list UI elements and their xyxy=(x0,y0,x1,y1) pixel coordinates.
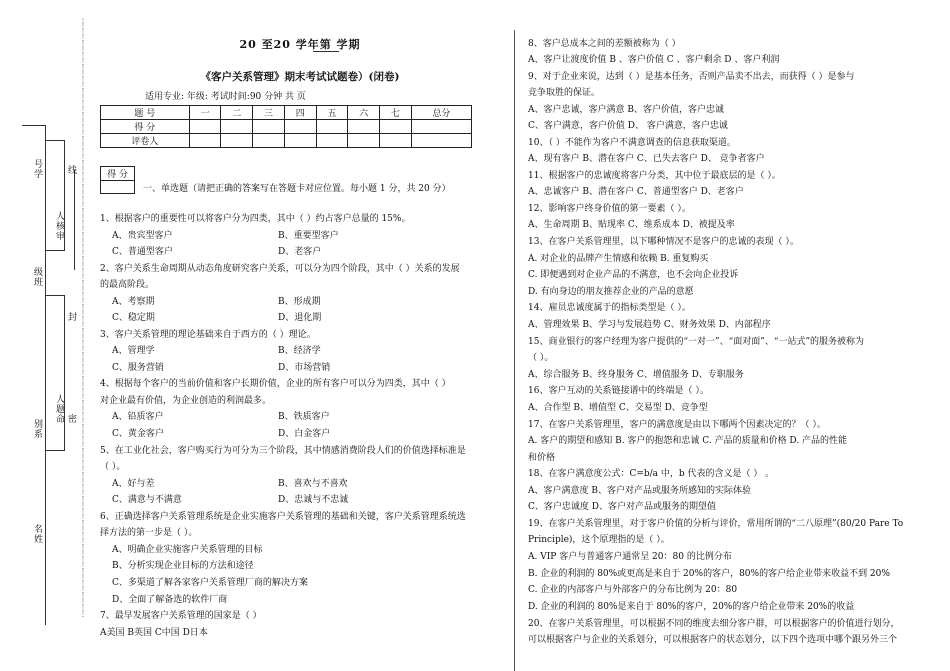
question-8: 8、客户总成本之间的差额被称为（ ） xyxy=(528,39,681,49)
q5-option-d: D、忠诚与不忠诚 xyxy=(278,495,349,505)
question-6: 6、正确选择客户关系管理系统是企业实施客户关系管理的基础和关键，客户关系管理系统选 xyxy=(100,512,466,522)
question-2: 2、客户关系生命周期从动态角度研究客户关系，可以分为四个阶段，其中（ ）关系的发展 xyxy=(100,264,460,274)
q19-option-a: A. VIP 客户与普通客户通常呈 20：80 的比例分布 xyxy=(528,552,732,562)
binding-margin xyxy=(0,0,92,671)
q2-option-b: B、形成期 xyxy=(278,297,321,307)
score-table-grader-row xyxy=(101,134,472,148)
q10-options: A、现有客户 B、潜在客户 C、已失去客户 D、 竞争者客户 xyxy=(528,154,765,164)
binding-hline-1 xyxy=(22,125,46,126)
question-14: 14、雇员忠诚度属于的指标类型是（ ）。 xyxy=(528,303,691,313)
q8-options: A、客户让渡度价值 B 、客户价值 C 、客户剩余 D 、客户利润 xyxy=(528,55,780,65)
q3-option-b: B、经济学 xyxy=(278,346,321,356)
binding-label-secret: 密 xyxy=(67,415,77,425)
q12-options: A、生命周期 B、贴现率 C、维系成本 D、被提及率 xyxy=(528,220,735,230)
binding-line-2 xyxy=(64,295,65,450)
question-3: 3、客户关系管理的理论基础来自于西方的（ ）理论。 xyxy=(100,330,316,340)
question-18: 18、在客户满意度公式：C=b/a 中，b 代表的含义是（ ） 。 xyxy=(528,469,775,479)
question-9-cont: 竞争取胜的保证。 xyxy=(528,88,601,98)
question-1: 1、根据客户的重要性可以将客户分为四类，其中（ ）约占客户总量的 15%。 xyxy=(100,214,411,224)
question-6-cont: 择方法的第一步是（ ）。 xyxy=(100,528,198,538)
q5-option-c: C、满意与不满意 xyxy=(112,495,182,505)
question-20: 20、在客户关系管理里，可以根据不同的维度去细分客户群，可以根据客户的价值进行划分， xyxy=(528,619,900,629)
q16-options: A、合作型 B、增值型 C、交易型 D、竞争型 xyxy=(528,403,708,413)
exam-title: 《客户关系管理》期末考试试题卷）(闭卷) xyxy=(200,71,400,83)
q13-option-c: C. 即便遇到对企业产品的不满意，也不会向企业投诉 xyxy=(528,270,739,280)
question-7: 7、最早发展客户关系管理的国家是（ ） xyxy=(100,611,262,621)
q4-option-a: A、铅质客户 xyxy=(112,412,164,422)
score-table xyxy=(100,105,472,148)
page-divider xyxy=(514,30,515,671)
q4-option-d: D、白金客户 xyxy=(278,429,331,439)
grader-row-label: 评卷人 xyxy=(101,134,190,148)
score-cell: 一 xyxy=(189,106,221,120)
q18-options-cd: C、客户忠诚度 D、客户对产品或服务的期望值 xyxy=(528,502,716,512)
question-5-cont: （ ）。 xyxy=(100,462,126,472)
q17-options: A. 客户的期望和感知 B. 客户的抱怨和忠诚 C. 产品的质量和价格 D. 产品的性能 xyxy=(528,436,848,446)
question-19-cont: Principle)，这个原理指的是（ ）。 xyxy=(528,535,670,545)
binding-line-outer xyxy=(45,125,46,625)
binding-line-3 xyxy=(74,170,75,270)
q6-option-c: C、多渠道了解各家客户关系管理厂商的解决方案 xyxy=(112,578,308,588)
score-table-score-row xyxy=(101,120,472,134)
exam-year-line: 20 至20 学年第 学期 xyxy=(239,38,361,51)
question-15: 15、商业银行的客户经理为客户提供的“一对一”、“面对面”、“一站式”的服务被称为 xyxy=(528,337,865,347)
binding-label-question-setter: 人题命 xyxy=(55,395,65,425)
q15-options: A、综合服务 B、终身服务 C、增值服务 D、专职服务 xyxy=(528,370,744,380)
q19-option-d: D. 企业的利润的 80%是来自于 80%的客户，20%的客户给企业带来 20%的收益 xyxy=(528,602,855,612)
score-cell: 二 xyxy=(221,106,253,120)
binding-hline-4 xyxy=(45,295,65,296)
year-underline xyxy=(313,51,339,52)
q19-option-c: C. 企业的内部客户与外部客户的分布比例为 20：80 xyxy=(528,585,738,595)
q6-option-b: B、分析实现企业目标的方法和途径 xyxy=(112,561,254,571)
q19-option-b: B. 企业的利润的 80%或更高是来自于 20%的客户，80%的客户给企业带来收益不到 20% xyxy=(528,569,890,579)
exam-meta: 适用专业: 年级: 考试时间:90 分钟 共 页 xyxy=(145,92,306,102)
score-cell: 七 xyxy=(380,106,412,120)
question-16: 16、客户互动的关系链接谱中的终端是（ ）。 xyxy=(528,386,709,396)
question-19: 19、在客户关系管理里，对于客户价值的分析与评价，常用所谓的“二八原理”(80/20 Pare To xyxy=(528,519,904,529)
question-5: 5、在工业化社会，客户购买行为可分为三个阶段，其中情感消费阶段人们的价值选择标准是 xyxy=(100,446,466,456)
q4-option-b: B、铁质客户 xyxy=(278,412,330,422)
binding-label-line: 线 xyxy=(67,166,77,176)
section-1-title: 一、单选题（请把正确的答案写在答题卡对应位置。每小题 1 分，共 20 分） xyxy=(143,184,451,194)
q6-option-a: A、明确企业实施客户关系管理的目标 xyxy=(112,545,263,555)
score-cell: 三 xyxy=(253,106,285,120)
q1-option-d: D、老客户 xyxy=(278,247,322,257)
section-score-label: 得 分 xyxy=(101,167,135,181)
q5-option-a: A、好与差 xyxy=(112,479,155,489)
binding-label-name: 名姓 xyxy=(33,525,43,545)
q2-option-d: D、退化期 xyxy=(278,313,322,323)
score-cell: 五 xyxy=(316,106,348,120)
question-9: 9、对于企业来说，达到（ ）是基本任务，否则产品卖不出去，而获得（ ）是参与 xyxy=(528,72,855,82)
q1-option-c: C、普通型客户 xyxy=(112,247,173,257)
score-cell: 六 xyxy=(348,106,380,120)
binding-label-seal: 封 xyxy=(67,313,77,323)
question-17: 17、在客户关系管理里，客户的满意度是由以下哪两个因素决定的？（ ）。 xyxy=(528,420,826,430)
question-12: 12、影响客户终身价值的第一要素（ ）。 xyxy=(528,204,691,214)
q17-options-cont: 和价格 xyxy=(528,453,556,463)
question-2-cont: 的最高阶段。 xyxy=(100,280,155,290)
q9-options-cd: C、客户满意，客户价值 D、 客户满意，客户忠诚 xyxy=(528,121,728,131)
binding-label-department: 别系 xyxy=(33,420,43,440)
q2-option-c: C、稳定期 xyxy=(112,313,155,323)
q14-options: A、管理效果 B、学习与发展趋势 C、财务效果 D、内部程序 xyxy=(528,320,771,330)
q6-option-d: D、全面了解备选的软件厂商 xyxy=(112,595,228,605)
binding-hline-5 xyxy=(45,450,65,451)
score-table-header-row xyxy=(101,106,472,120)
q1-option-b: B、重要型客户 xyxy=(278,231,339,241)
score-cell: 题 号 xyxy=(101,106,190,120)
question-4: 4、根据每个客户的当前价值和客户长期价值，企业的所有客户可以分为四类，其中（ ） xyxy=(100,379,451,389)
q11-options: A、忠诚客户 B、潜在客户 C、普通型客户 D、老客户 xyxy=(528,187,744,197)
question-15-cont: （ ）。 xyxy=(528,353,554,363)
q13-options-ab: A. 对企业的品牌产生情感和依赖 B. 重复购买 xyxy=(528,254,709,264)
q5-option-b: B、喜欢与不喜欢 xyxy=(278,479,348,489)
question-13: 13、在客户关系管理里，以下哪种情况不是客户的忠诚的表现（ ）。 xyxy=(528,237,799,247)
question-11: 11、根据客户的忠诚度将客户分类，其中位于最底层的是（ ）。 xyxy=(528,171,781,181)
score-cell: 总分 xyxy=(411,106,471,120)
q4-option-c: C、黄金客户 xyxy=(112,429,164,439)
dotted-seal-line: ⋮⋮⋮⋮⋮⋮⋮⋮⋮⋮⋮⋮⋮⋮⋮⋮⋮⋮⋮⋮⋮⋮⋮⋮⋮⋮⋮⋮⋮⋮⋮⋮⋮⋮⋮⋮⋮⋮⋮⋮⋮⋮⋮⋮⋮⋮⋮⋮⋮⋮⋮⋮⋮⋮⋮⋮⋮⋮⋮⋮⋮⋮⋮⋮⋮⋮⋮⋮⋮⋮⋮⋮⋮⋮⋮⋮⋮⋮⋮⋮⋮⋮⋮⋮⋮⋮⋮⋮⋮⋮⋮⋮⋮⋮⋮⋮⋮⋮⋮⋮ xyxy=(80,18,85,618)
binding-label-student-id: 号学 xyxy=(33,160,43,180)
q3-option-c: C、服务营销 xyxy=(112,363,164,373)
binding-hline-3 xyxy=(45,250,65,251)
q13-option-d: D. 有向身边的朋友推荐企业的产品的意愿 xyxy=(528,287,694,297)
question-4-cont: 对企业最有价值，为企业创造的利润最多。 xyxy=(100,396,272,406)
binding-label-class: 级班 xyxy=(33,268,43,288)
binding-label-reviewer: 人核审 xyxy=(55,212,65,242)
question-10: 10、（ ）不能作为客户不满意调查的信息获取渠道。 xyxy=(528,138,736,148)
q18-options-ab: A、客户满意度 B、客户对产品或服务所感知的实际体验 xyxy=(528,486,751,496)
q9-options-ab: A、客户忠诚，客户满意 B、客户价值，客户忠诚 xyxy=(528,105,724,115)
q7-options: A美国 B英国 C中国 D日本 xyxy=(100,628,208,638)
q3-option-d: D、市场营销 xyxy=(278,363,331,373)
section-score-box xyxy=(100,166,135,194)
q1-option-a: A、贵宾型客户 xyxy=(112,231,173,241)
q3-option-a: A、管理学 xyxy=(112,346,155,356)
question-20-cont: 可以根据客户与企业的关系划分，可以根据客户的状态划分，以下四个选项中哪个跟另外三个 xyxy=(528,635,898,645)
binding-hline-2 xyxy=(45,140,65,141)
score-cell: 四 xyxy=(284,106,316,120)
q2-option-a: A、考察期 xyxy=(112,297,155,307)
score-row-label: 得 分 xyxy=(101,120,190,134)
